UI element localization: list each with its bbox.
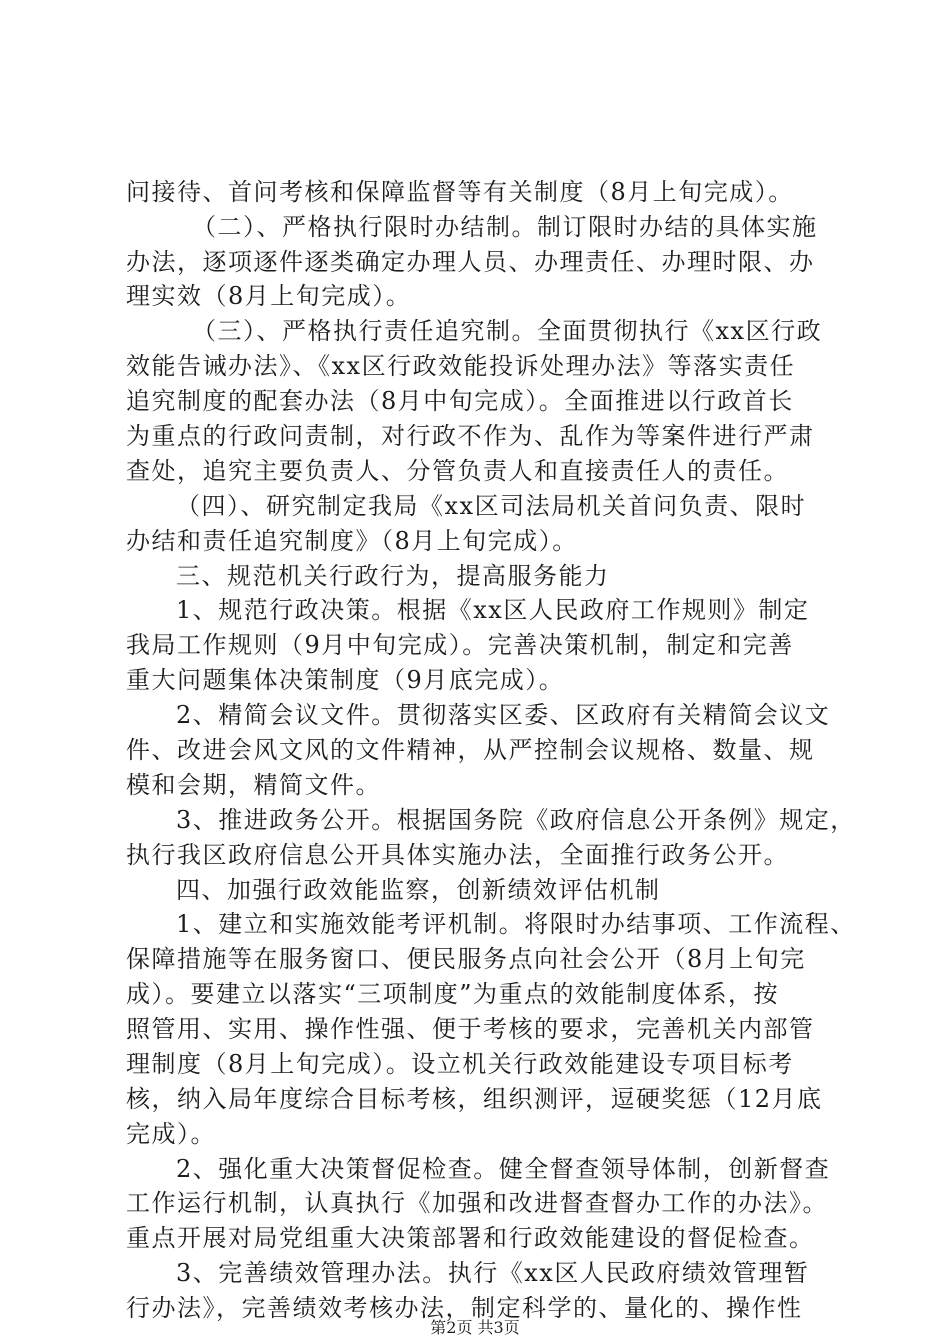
text-line: 核，纳入局年度综合目标考核，组织测评，逗硬奖惩（12月底 bbox=[126, 1085, 823, 1113]
text-line: 1、建立和实施效能考评机制。将限时办结事项、工作流程、 bbox=[176, 910, 856, 938]
text-line: 照管用、实用、操作性强、便于考核的要求，完善机关内部管 bbox=[126, 1015, 815, 1043]
page-number-footer: 第2页 共3页 bbox=[430, 1318, 520, 1337]
text-line: 办法，逐项逐件逐类确定办理人员、办理责任、办理时限、办 bbox=[126, 248, 815, 276]
text-line: 件、改进会风文风的文件精神，从严控制会议规格、数量、规 bbox=[126, 736, 815, 764]
text-line: 执行我区政府信息公开具体实施办法，全面推行政务公开。 bbox=[126, 841, 789, 869]
text-line: 完成）。 bbox=[126, 1120, 216, 1148]
text-line: 效能告诫办法》、《xx区行政效能投诉处理办法》等落实责任 bbox=[126, 352, 796, 380]
text-line: 办结和责任追究制度》（8月上旬完成）。 bbox=[126, 527, 578, 555]
text-line: （二）、严格执行限时办结制。制订限时办结的具体实施 bbox=[192, 213, 818, 241]
text-line: 3、完善绩效管理办法。执行《xx区人民政府绩效管理暂 bbox=[176, 1259, 810, 1287]
text-line: 理实效（8月上旬完成）。 bbox=[126, 282, 412, 310]
text-line: 问接待、首问考核和保障监督等有关制度（8月上旬完成）。 bbox=[126, 178, 794, 206]
text-line: 行办法》，完善绩效考核办法，制定科学的、量化的、操作性 bbox=[126, 1294, 803, 1322]
text-line: 1、规范行政决策。根据《xx区人民政府工作规则》制定 bbox=[176, 596, 810, 624]
text-line: 模和会期，精简文件。 bbox=[126, 771, 381, 799]
section-heading: 三、规范机关行政行为，提高服务能力 bbox=[176, 562, 610, 590]
text-line: 2、精简会议文件。贯彻落实区委、区政府有关精简会议文 bbox=[176, 701, 831, 729]
text-line: 2、强化重大决策督促检查。健全督查领导体制，创新督查 bbox=[176, 1155, 831, 1183]
text-line: 理制度（8月上旬完成）。设立机关行政效能建设专项目标考 bbox=[126, 1050, 794, 1078]
text-line: 工作运行机制，认真执行《加强和改进督查督办工作的办法》。 bbox=[126, 1189, 828, 1217]
text-line: 我局工作规则（9月中旬完成）。完善决策机制，制定和完善 bbox=[126, 631, 794, 659]
section-heading: 四、加强行政效能监察，创新绩效评估机制 bbox=[176, 876, 661, 904]
text-line: 追究制度的配套办法（8月中旬完成）。全面推进以行政首长 bbox=[126, 387, 794, 415]
text-line: （四）、研究制定我局《xx区司法局机关首问负责、限时 bbox=[176, 492, 807, 520]
text-line: 查处，追究主要负责人、分管负责人和直接责任人的责任。 bbox=[126, 457, 789, 485]
text-line: 保障措施等在服务窗口、便民服务点向社会公开（8月上旬完 bbox=[126, 945, 806, 973]
text-line: 成）。要建立以落实“三项制度”为重点的效能制度体系，按 bbox=[126, 980, 780, 1008]
text-line: （三）、严格执行责任追究制。全面贯彻执行《xx区行政 bbox=[192, 317, 823, 345]
text-line: 重点开展对局党组重大决策部署和行政效能建设的督促检查。 bbox=[126, 1224, 815, 1252]
text-line: 3、推进政务公开。根据国务院《政府信息公开条例》规定， bbox=[176, 806, 856, 834]
text-line: 为重点的行政问责制，对行政不作为、乱作为等案件进行严肃 bbox=[126, 422, 815, 450]
text-line: 重大问题集体决策制度（9月底完成）。 bbox=[126, 666, 565, 694]
